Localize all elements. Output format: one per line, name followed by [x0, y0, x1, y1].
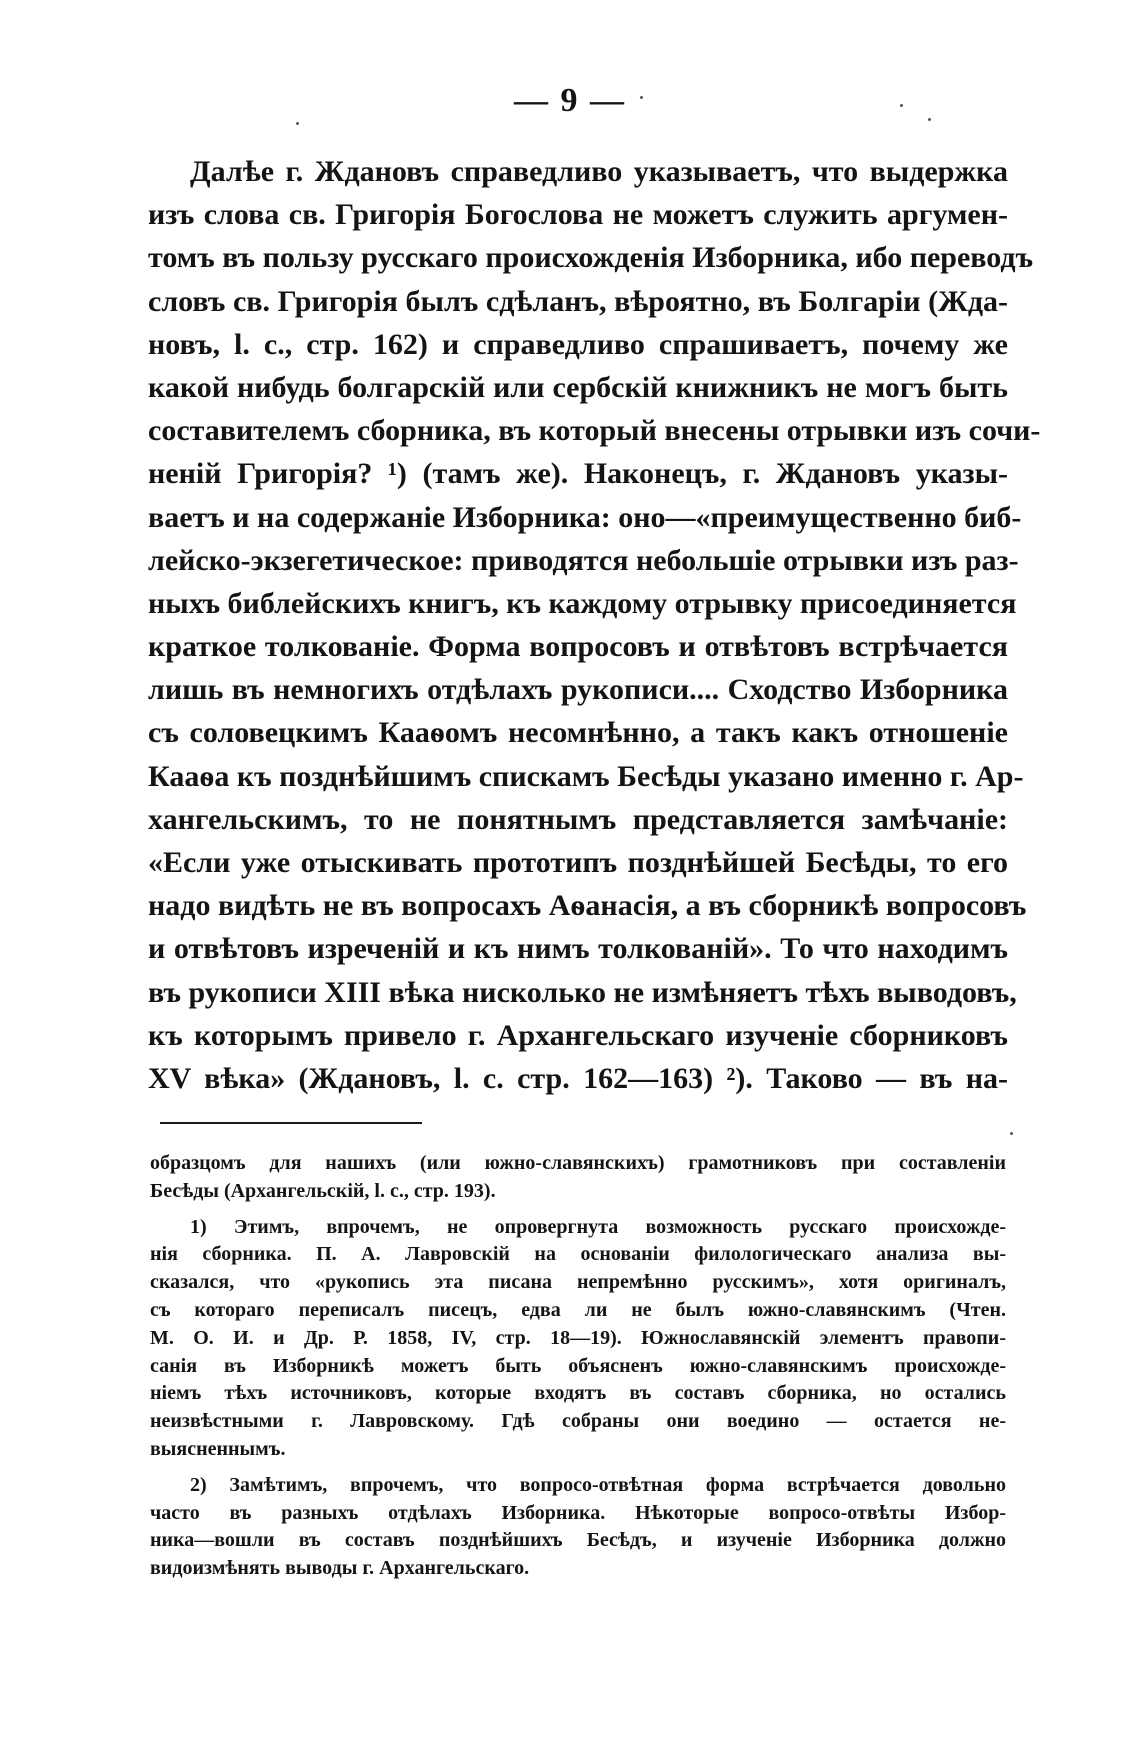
text-line: хангельскимъ, то не понятнымъ представляется замѣчаніе: [148, 802, 1008, 836]
footnote-line: ніемъ тѣхъ источниковъ, которые входятъ въ составъ сборника, но остались [150, 1382, 1006, 1405]
footnote-line: неизвѣстными г. Лавровскому. Гдѣ собраны они воедино — остается не- [150, 1410, 1006, 1433]
footnote-line: съ котораго переписалъ писецъ, едва ли не былъ южно-славянскимъ (Чтен. [150, 1298, 1006, 1321]
footnote-line: ника—вошли въ составъ позднѣйшихъ Бесѣдъ, и изученіе Изборника должно [150, 1529, 1006, 1552]
footnote-line: видоизмѣнять выводы г. Архангельскаго. [150, 1557, 530, 1580]
footnote-line: М. О. И. и Др. Р. 1858, IV, стр. 18—19). Южнославянскій элементъ правопи- [150, 1326, 1006, 1349]
text-line: словъ св. Григорія былъ сдѣланъ, вѣроятно, въ Болгаріи (Жда- [148, 284, 1008, 318]
text-line: составителемъ сборника, въ который внесены отрывки изъ сочи- [148, 414, 1041, 448]
text-line: какой нибудь болгарскій или сербскій книжникъ не могъ быть [148, 370, 1008, 404]
text-line: лейско-экзегетическое: приводятся небольшіе отрывки изъ раз- [148, 543, 1019, 577]
footnote-line: нія сборника. П. А. Лавровскій на основаніи филологическаго анализа вы- [150, 1243, 1006, 1266]
text-line: въ рукописи XIII вѣка нисколько не измѣняетъ тѣхъ выводовъ, [148, 975, 1017, 1009]
text-line: изъ слова св. Григорія Богослова не можетъ служить аргумен- [148, 198, 1008, 232]
footnote-line: часто въ разныхъ отдѣлахъ Изборника. Нѣкоторые вопросо-отвѣты Избор- [150, 1501, 1006, 1524]
footnote-2 [150, 1472, 1006, 1583]
text-line: съ соловецкимъ Кааѳомъ несомнѣнно, а такъ какъ отношеніе [148, 716, 1008, 750]
footnote-line: образцомъ для нашихъ (или южно-славянскихъ) грамотниковъ при составленіи [150, 1152, 1006, 1174]
text-line: ныхъ библейскихъ книгъ, къ каждому отрывку присоединяется [148, 586, 1017, 620]
footnotes [150, 1150, 1006, 1583]
text-line: Далѣе г. Ждановъ справедливо указываетъ, что выдержка [190, 155, 1008, 188]
footnote-line: выясненнымъ. [150, 1437, 286, 1460]
text-line: лишь въ немногихъ отдѣлахъ рукописи.... Сходство Изборника [148, 673, 1008, 707]
text-line: новъ, l. c., стр. 162) и справедливо спрашиваетъ, почему же [148, 327, 1008, 361]
text-line: томъ въ пользу русскаго происхожденія Изборника, ибо переводъ [148, 241, 1034, 275]
text-line: къ которымъ привело г. Архангельскаго изученіе сборниковъ [148, 1018, 1008, 1052]
text-line: Кааѳа къ позднѣйшимъ спискамъ Бесѣды указано именно г. Ар- [148, 759, 1024, 793]
text-line: и отвѣтовъ изреченій и къ нимъ толкованій». То что находимъ [148, 932, 1008, 966]
text-line: «Если уже отыскивать прототипъ позднѣйшей Бесѣды, то его [148, 846, 1008, 879]
footnote-1 [150, 1214, 1006, 1464]
text-line: краткое толкованіе. Форма вопросовъ и отвѣтовъ встрѣчается [148, 630, 1008, 664]
text-line: XV вѣка» (Ждановъ, l. c. стр. 162—163) ²). Таково — въ на- [148, 1061, 1008, 1095]
scan-speck [1010, 1132, 1013, 1135]
footnote-line: 2) Замѣтимъ, впрочемъ, что вопросо-отвѣтная форма встрѣчается довольно [190, 1473, 1006, 1496]
footnote-continuation [150, 1150, 1006, 1206]
text-line: надо видѣть не въ вопросахъ Аѳанасія, а въ сборникѣ вопросовъ [148, 889, 1027, 923]
footnote-line: сказался, что «рукопись эта писана непремѣнно русскимъ», хотя оригиналъ, [150, 1271, 1006, 1294]
text-line: неній Григорія? ¹) (тамъ же). Наконецъ, г. Ждановъ указы- [148, 457, 1008, 491]
main-text [148, 150, 1041, 1100]
text-line: ваетъ и на содержаніе Изборника: оно—«преимущественно биб- [148, 500, 1022, 534]
footnote-line: санія въ Изборникѣ можетъ быть объясненъ южно-славянскимъ происхожде- [150, 1354, 1006, 1377]
page-number: — 9 — [514, 82, 626, 119]
scan-speck [296, 122, 299, 125]
footnote-line: Бесѣды (Архангельскій, l. c., стр. 193). [150, 1179, 496, 1202]
footnote-line: 1) Этимъ, впрочемъ, не опровергнута возможность русскаго происхожде- [190, 1215, 1006, 1238]
footnote-divider [160, 1122, 422, 1124]
